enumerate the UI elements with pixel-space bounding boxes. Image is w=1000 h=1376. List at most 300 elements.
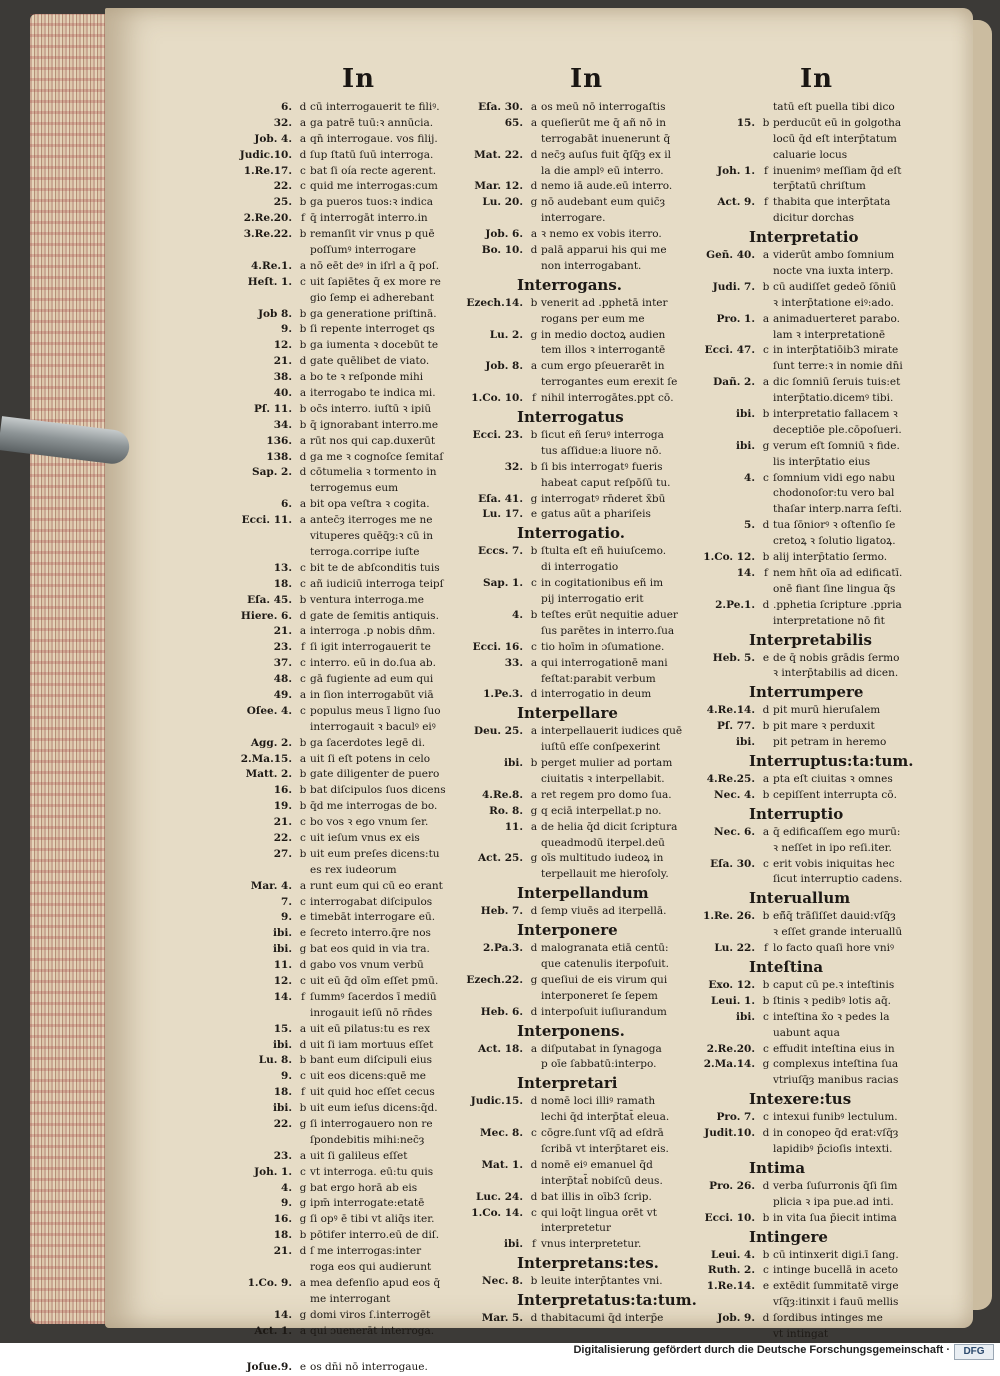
context-text: tio hoīm in ɔſumatione. [541, 640, 665, 653]
citation-reference: Pro. 7. [716, 1111, 755, 1124]
section-letter: b [530, 296, 538, 309]
context-text: vt interroga. eū:tu quis [310, 1165, 434, 1178]
context-text: ga ſacerdotes legē di. [310, 736, 426, 749]
section-letter: b [299, 800, 307, 813]
concordance-line [461, 227, 683, 243]
context-text: ꝛ eſſet grande interuallū [773, 926, 903, 939]
entry-heading: Interuallum [749, 889, 851, 908]
section-letter: e [299, 911, 307, 924]
section-letter: b [762, 788, 770, 801]
section-letter: a [299, 132, 307, 145]
citation-reference: Mar. 12. [474, 180, 523, 193]
context-text: qn̄ interrogaue. vos filij. [310, 132, 438, 145]
section-letter: g [299, 1181, 307, 1194]
concordance-line [230, 1181, 445, 1197]
context-text: os dn̄i nō interrogaue. [310, 1361, 428, 1374]
concordance-line [230, 132, 445, 148]
citation-reference: 4.Re.14. [706, 704, 755, 717]
section-letter: c [300, 657, 306, 670]
context-text: cū audiſſet gedeō ſōniū [773, 280, 897, 293]
section-letter [296, 529, 310, 545]
citation-reference [461, 343, 527, 359]
citation-reference: ibi. [736, 736, 755, 749]
citation-reference: Judit.10. [704, 1127, 755, 1140]
concordance-line [461, 941, 683, 957]
context-text: ſordibus intinges me [773, 1312, 883, 1325]
citation-reference: Sap. 2. [251, 466, 292, 479]
context-text: gā fugiente ad eum qui [310, 673, 434, 686]
concordance-line [461, 328, 683, 344]
section-letter [527, 772, 541, 788]
citation-reference [693, 148, 759, 164]
context-text: uit ieſum vnus ex eis [310, 831, 420, 844]
section-letter [296, 291, 310, 307]
context-text: teſtes erūt nequitie aduer [541, 608, 678, 621]
citation-reference: Judi. 7. [712, 280, 755, 293]
context-text: bat eos quid in via tra. [310, 943, 430, 956]
context-text: cepiſſent interrupta cō. [773, 788, 897, 801]
context-text: oc̄s interro. iuſtū ꝛ ipiū [310, 402, 432, 415]
concordance-line [693, 455, 911, 471]
concordance-line [230, 322, 445, 338]
concordance-line [230, 1165, 445, 1181]
section-letter: d [530, 1312, 538, 1325]
context-text: viderūt ambo ſomnium [773, 249, 895, 262]
concordance-line [693, 872, 911, 888]
section-letter: a [299, 371, 307, 384]
section-letter: d [299, 101, 307, 113]
context-text: uit eos dicens:quē me [310, 1070, 427, 1083]
citation-reference [461, 132, 527, 148]
citation-reference: Lu. 22. [714, 942, 755, 955]
context-text: gate diligenter de puero [310, 768, 440, 781]
entry-heading: Interpretatus:ta:tum. [517, 1291, 697, 1310]
concordance-line [461, 1057, 683, 1073]
context-text: venerit ad .pphetā inter [541, 296, 668, 309]
citation-reference: 1.Co. 12. [703, 551, 755, 564]
citation-reference: Joh. 1. [254, 1165, 292, 1178]
column-header-3: In [800, 64, 834, 94]
context-text: cū interrogauerit te filiꝰ. [310, 101, 440, 113]
context-text: gatus aūt a phariſeis [541, 508, 651, 521]
citation-reference: 1.Co. 10. [471, 392, 523, 405]
section-letter: a [762, 825, 770, 838]
context-text: bat ergo horā ab eis [310, 1181, 418, 1194]
concordance-line [230, 418, 445, 434]
section-letter: b [299, 402, 307, 415]
context-text: in medio doctoꝝ audien [541, 328, 666, 341]
section-letter: g [530, 852, 538, 865]
section-letter: g [299, 1213, 307, 1226]
citation-reference: 14. [273, 990, 292, 1003]
section-letter: a [530, 725, 538, 738]
context-text: cōgre.ſunt vſq̄ ad eſdrā [541, 1127, 664, 1140]
citation-reference [461, 1221, 527, 1237]
citation-reference [230, 1292, 296, 1308]
context-text: caluarie locus [773, 148, 848, 161]
citation-reference: Mar. 5. [481, 1312, 523, 1325]
citation-reference [461, 592, 527, 608]
section-letter: b [299, 736, 307, 749]
context-text: gabo vos vnum verbū [310, 959, 424, 972]
context-text: ſecreto interro.q̄re nos [310, 927, 431, 940]
citation-reference: Judic.10. [239, 148, 292, 161]
section-letter: c [531, 1206, 537, 1219]
concordance-line [461, 1158, 683, 1174]
citation-reference [461, 259, 527, 275]
section-letter: f [764, 164, 768, 177]
context-text: verum eſt ſomniū ꝛ fide. [773, 439, 900, 452]
concordance-line [693, 978, 911, 994]
citation-reference: 2.Pe.1. [715, 598, 755, 611]
citation-reference: Ruth. 2. [707, 1264, 755, 1277]
concordance-line [693, 566, 911, 582]
context-text: gio ſemp ei adherebant [310, 291, 434, 304]
section-letter [759, 614, 773, 630]
citation-reference [461, 672, 527, 688]
entry-heading: Interrogatio. [517, 524, 626, 543]
concordance-line [230, 942, 445, 958]
concordance-line [693, 164, 911, 180]
section-letter: d [299, 959, 307, 972]
citation-reference: Lu. 2. [489, 328, 523, 341]
concordance-line [461, 989, 683, 1005]
citation-reference: 21. [273, 355, 292, 368]
concordance-line [693, 550, 911, 566]
section-letter: b [530, 1275, 538, 1288]
concordance-line [461, 1042, 683, 1058]
section-letter: c [531, 577, 537, 590]
section-letter: b [299, 593, 307, 606]
section-letter [759, 1073, 773, 1089]
section-letter: d [762, 598, 770, 611]
citation-reference [461, 476, 527, 492]
concordance-line [461, 740, 683, 756]
section-letter [527, 624, 541, 640]
citation-reference [693, 502, 759, 518]
section-letter: a [530, 228, 538, 241]
concordance-line [461, 1094, 683, 1110]
citation-reference [461, 957, 527, 973]
concordance-line [693, 1126, 911, 1142]
concordance-line [693, 719, 911, 735]
section-letter: c [531, 640, 537, 653]
section-letter [759, 582, 773, 598]
concordance-line [693, 1110, 911, 1126]
concordance-line [461, 507, 683, 523]
section-letter: c [300, 577, 306, 590]
context-text: populus meus ī ligno ſuo [310, 704, 441, 717]
concordance-line [230, 227, 445, 243]
section-letter: c [300, 164, 306, 177]
column-header-2: In [570, 64, 604, 94]
context-text: ſi igit interrogauerit te [310, 641, 431, 654]
citation-reference: Judic.15. [470, 1095, 523, 1108]
citation-reference: 19. [273, 800, 292, 813]
section-letter: d [530, 1005, 538, 1018]
citation-reference [461, 164, 527, 180]
context-text: pij interrogatio erit [541, 593, 644, 606]
concordance-line [230, 624, 445, 640]
concordance-line [693, 100, 911, 116]
citation-reference [693, 614, 759, 630]
context-text: ꝛ interp̄tabilis ad dicen. [773, 667, 899, 680]
section-letter [527, 1057, 541, 1073]
context-text: deceptiōe ple.cōpoſueri. [773, 423, 902, 436]
context-text: ſunt terre:ꝛ in nomie dn̄i [773, 360, 903, 373]
citation-reference [230, 291, 296, 307]
citation-reference: 4.Re.25. [706, 772, 755, 785]
context-text: bat ſi oía recte agerent. [310, 164, 437, 177]
context-text: ſus parētes in interro.ſua [541, 624, 675, 637]
entry-heading: Interruptus:ta:tum. [749, 751, 914, 770]
citation-reference: Deu. 25. [474, 725, 523, 738]
section-letter: c [300, 275, 306, 288]
context-text: ſ me interrogas:inter [310, 1245, 422, 1258]
section-letter: a [299, 1324, 307, 1337]
context-text: terrogabāt inuenerunt q̄ [541, 132, 671, 145]
citation-reference [461, 1057, 527, 1073]
citation-reference: ibi. [273, 1038, 292, 1051]
context-text: vnus interpretetur. [541, 1238, 642, 1251]
context-text: roga eos qui audierunt [310, 1261, 432, 1274]
citation-reference [693, 841, 759, 857]
citation-reference [693, 872, 759, 888]
concordance-line [693, 614, 911, 630]
context-text: caput cū pe.ꝛ inteſtinis [773, 978, 895, 991]
context-text: ciuitatis ꝛ interpellabit. [541, 772, 665, 785]
concordance-line [230, 561, 445, 577]
section-letter [759, 666, 773, 682]
section-letter: e [762, 651, 770, 664]
concordance-line [693, 264, 911, 280]
section-letter: b [762, 994, 770, 1007]
citation-reference: Mat. 1. [481, 1158, 523, 1171]
concordance-line [693, 598, 911, 614]
entry-heading: Interpretans:tes. [517, 1254, 659, 1273]
section-letter: c [300, 974, 306, 987]
citation-reference: Ecci. 16. [472, 640, 523, 653]
section-letter: d [530, 1158, 538, 1171]
concordance-line [461, 296, 683, 312]
concordance-line [230, 291, 445, 307]
section-letter [527, 672, 541, 688]
context-text: queſierūt me q̄ añ nō in [541, 116, 666, 129]
citation-reference: 32. [504, 460, 523, 473]
concordance-line [693, 296, 911, 312]
concordance-line [693, 788, 911, 804]
context-text: pit mare ꝛ perduxit [773, 720, 875, 733]
context-text: ſi opꝰ ē tibi vt aliq̄s iter. [310, 1213, 435, 1226]
section-letter [296, 1292, 310, 1308]
citation-reference: 3.Re.22. [243, 228, 292, 241]
section-letter: d [299, 1245, 307, 1258]
citation-reference [461, 560, 527, 576]
concordance-line [461, 1174, 683, 1190]
concordance-line [230, 831, 445, 847]
context-text: ſomnium vidi ego nabu [773, 471, 896, 484]
section-letter [527, 867, 541, 883]
context-text: complexus inteſtina ſua [773, 1058, 899, 1071]
section-letter [527, 375, 541, 391]
section-letter [759, 296, 773, 312]
concordance-line [230, 609, 445, 625]
concordance-line [461, 1206, 683, 1222]
citation-reference: Mec. 8. [480, 1127, 523, 1140]
section-letter: d [762, 1179, 770, 1192]
section-letter [759, 391, 773, 407]
concordance-line [461, 672, 683, 688]
citation-reference: Job. 9. [717, 1312, 755, 1325]
citation-reference: Heb. 5. [712, 651, 755, 664]
section-letter [759, 179, 773, 195]
context-text: nō audebant eum quic̄ȝ [541, 196, 666, 209]
section-letter [527, 560, 541, 576]
section-letter: d [299, 450, 307, 463]
context-text: thabita que interp̄tata [773, 196, 891, 209]
citation-reference [461, 867, 527, 883]
citation-reference: Pro. 26. [709, 1179, 755, 1192]
section-letter [759, 534, 773, 550]
section-letter [527, 312, 541, 328]
entry-heading: Interpretatio [749, 228, 859, 247]
context-text: queſiui de eis virum qui [541, 973, 668, 986]
concordance-line [461, 359, 683, 375]
citation-reference [461, 1110, 527, 1126]
context-text: ſpondebitis mihi:nec̄ȝ [310, 1133, 425, 1146]
concordance-line [230, 752, 445, 768]
concordance-line [693, 909, 911, 925]
citation-reference: 2.Ma.15. [240, 752, 292, 765]
section-letter: f [764, 196, 768, 209]
citation-reference: Act. 18. [478, 1042, 523, 1055]
concordance-line [693, 1211, 911, 1227]
context-text: thaſar interp.narra ſeſti. [773, 503, 902, 516]
section-letter: a [530, 101, 538, 113]
concordance-line [230, 1085, 445, 1101]
entry-heading: Interpellare [517, 704, 618, 723]
concordance-line [461, 1110, 683, 1126]
section-letter: c [300, 831, 306, 844]
citation-reference [230, 1133, 296, 1149]
citation-reference: Ecci. 10. [704, 1211, 755, 1224]
citation-reference [693, 455, 759, 471]
concordance-line [230, 513, 445, 529]
context-text: nemo iā aude.eū interro. [541, 180, 673, 193]
citation-reference: 21. [273, 625, 292, 638]
section-letter [759, 423, 773, 439]
context-text: ga patrē tuū:ꝛ annūcia. [310, 116, 434, 129]
concordance-line [230, 545, 445, 561]
section-letter: g [530, 492, 538, 505]
concordance-line [693, 211, 911, 227]
citation-reference: Job. 4. [254, 132, 292, 145]
concordance-line [693, 195, 911, 211]
context-text: uit eum preſes dicens:tu [310, 847, 440, 860]
concordance-line [230, 1212, 445, 1228]
section-letter: d [299, 609, 307, 622]
citation-reference: Eſa. 45. [247, 593, 292, 606]
concordance-line [230, 847, 445, 863]
citation-reference: 1.Re.17. [243, 164, 292, 177]
citation-reference: Lu. 17. [482, 508, 523, 521]
section-letter: b [530, 757, 538, 770]
context-text: de q̄ nobis grādis ſermo [773, 651, 900, 664]
context-text: qui ɔuenerāt interroga. [310, 1324, 435, 1337]
citation-reference [461, 1174, 527, 1190]
concordance-line [461, 444, 683, 460]
context-text: interponeret ſe ſepem [541, 989, 658, 1002]
section-letter [759, 486, 773, 502]
context-text: interrogatio in deum [541, 688, 652, 701]
section-letter [296, 545, 310, 561]
concordance-line [693, 994, 911, 1010]
citation-reference: Ro. 8. [489, 804, 523, 817]
citation-reference [461, 444, 527, 460]
entry-heading: Intima [749, 1158, 806, 1177]
citation-reference: 21. [273, 1245, 292, 1258]
concordance-line [230, 593, 445, 609]
context-text: locū q̄d eſt interp̄tatum [773, 132, 897, 145]
citation-reference: Dañ. 2. [713, 376, 755, 389]
context-text: interpoſuit iuſiurandum [541, 1005, 667, 1018]
context-text: iterrogabo te indica mi. [310, 387, 436, 400]
context-text: in conopeo q̄d erat:vſq̄ȝ [773, 1127, 899, 1140]
citation-reference: Nec. 6. [714, 825, 755, 838]
context-text: lam ꝛ interpretationē [773, 328, 886, 341]
concordance-line [461, 576, 683, 592]
context-text: bant eum diſcipuli eius [310, 1054, 433, 1067]
concordance-line [693, 439, 911, 455]
concordance-line [461, 1237, 683, 1253]
citation-reference: 15. [273, 1022, 292, 1035]
context-text: terp̄tatū chriſtum [773, 180, 866, 193]
citation-reference [461, 740, 527, 756]
citation-reference [693, 264, 759, 280]
context-text: dic ſomniū ſeruis tuis:et [773, 376, 901, 389]
context-text: tua ſōniorꝰ ꝛ oſtenſio ſe [773, 519, 896, 532]
citation-reference: 1.Pe.3. [483, 688, 523, 701]
concordance-column-3 [693, 100, 914, 1343]
section-letter: d [762, 1127, 770, 1140]
concordance-line [230, 1101, 445, 1117]
concordance-line [693, 703, 911, 719]
citation-reference [461, 1142, 527, 1158]
context-text: in vita ſua p̄iecit intima [773, 1211, 897, 1224]
context-text: eñ̄q̄ trāſiſſet dauid:vſq̄ȝ [773, 910, 896, 923]
citation-reference: Mat. 22. [474, 148, 523, 161]
concordance-line [693, 471, 911, 487]
entry-heading: Interponens. [517, 1021, 625, 1040]
citation-reference: Lu. 8. [258, 1054, 292, 1067]
concordance-line [693, 486, 911, 502]
citation-reference: Eccs. 7. [478, 545, 523, 558]
concordance-line [461, 772, 683, 788]
context-text: in cogitationibus eñ im [541, 577, 664, 590]
citation-reference: ibi. [736, 439, 755, 452]
citation-reference [230, 481, 296, 497]
concordance-line [693, 1179, 911, 1195]
citation-reference [693, 132, 759, 148]
section-letter: e [762, 1280, 770, 1293]
concordance-line [693, 1042, 911, 1058]
context-text: perget mulier ad portam [541, 757, 673, 770]
concordance-line [461, 904, 683, 920]
section-letter: a [530, 788, 538, 801]
section-letter: b [299, 847, 307, 860]
context-text: inuenimꝰ meſſiam q̄d eſt [773, 164, 902, 177]
section-letter [296, 481, 310, 497]
